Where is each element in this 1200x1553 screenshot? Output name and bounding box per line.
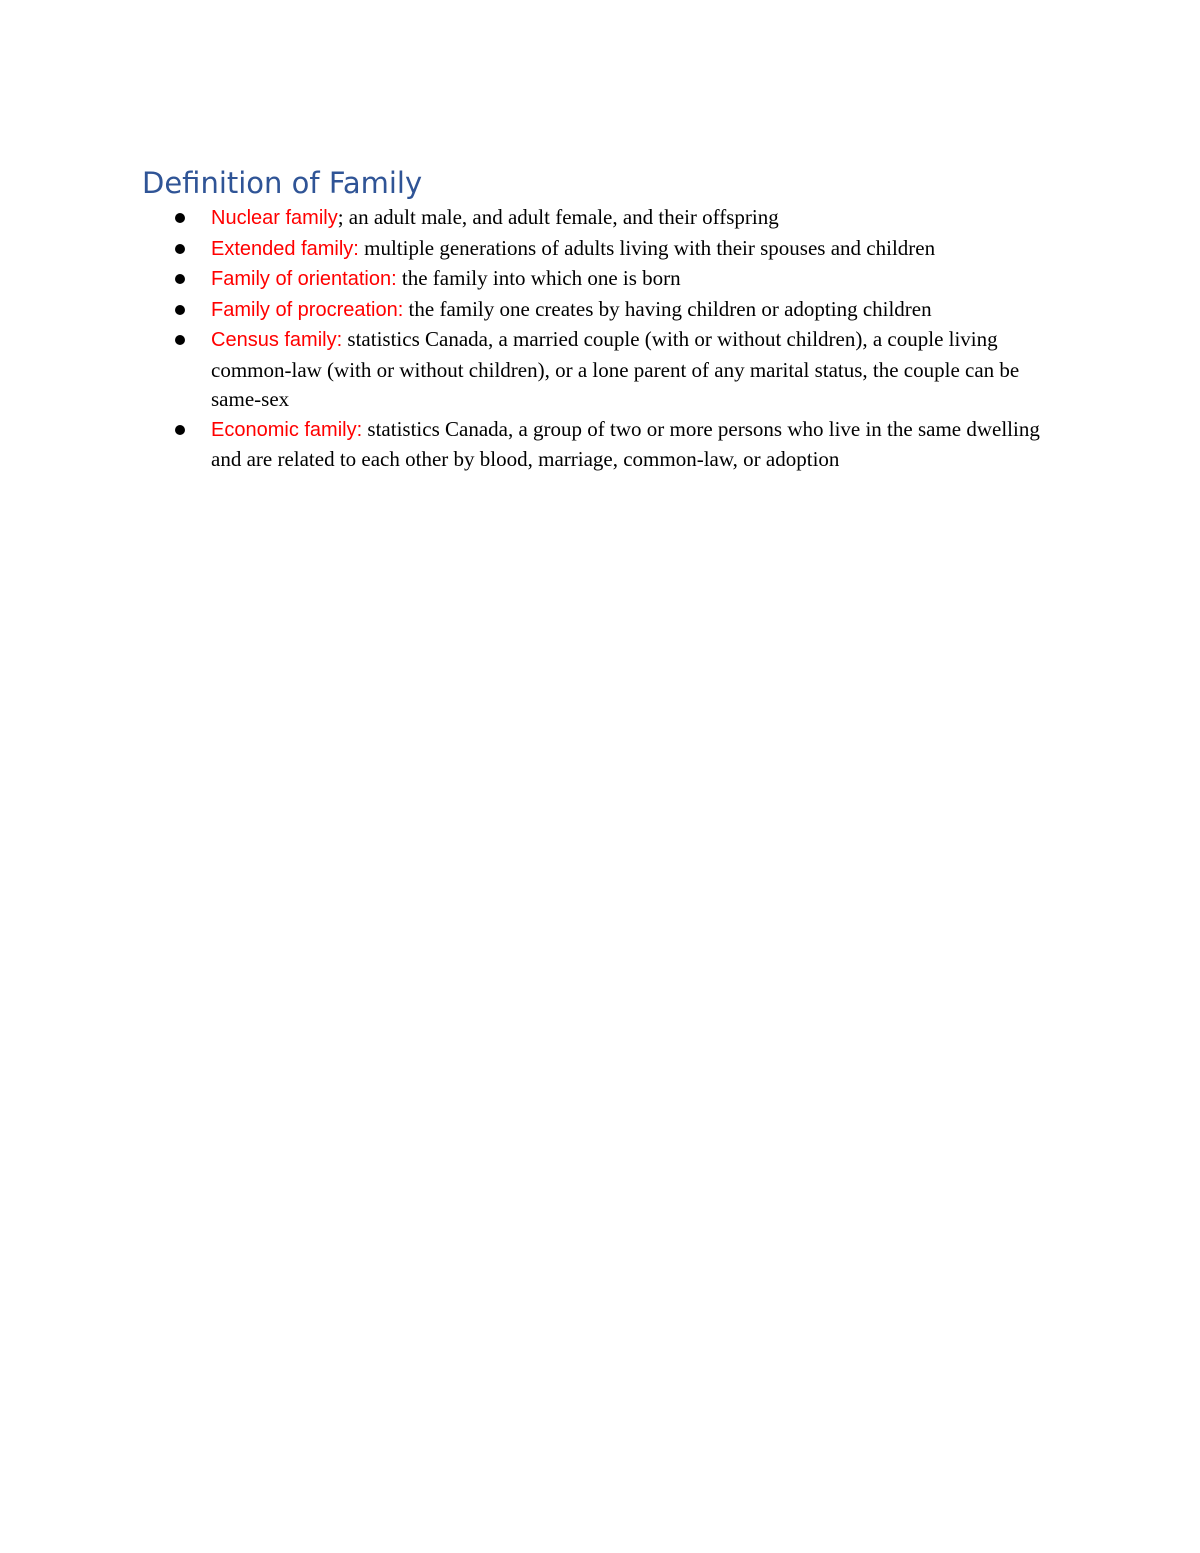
definition-text: statistics Canada, a group of two or more persons who live in the same dwelling and are related to each other by blood, marriage, common-law, or adoption [211,416,1040,471]
definition-list [211,203,1071,475]
term-label: Family of orientation: [211,268,397,290]
bullet-icon [175,274,185,284]
list-item [211,415,1071,475]
list-item [211,264,1071,295]
term-label: Census family: [211,329,343,351]
bullet-icon [175,244,185,254]
bullet-icon [175,213,185,223]
bullet-icon [175,305,185,315]
definition-text: the family into which one is born [396,266,681,290]
term-label: Family of procreation: [211,298,404,321]
definition-text: statistics Canada, a married couple (with or without children), a couple living common-law (with or without children), or a lone parent of any marital status, the couple can be same-sex [211,327,1020,411]
section-heading: Definition of Family [142,166,423,200]
list-item [211,234,1071,265]
term-label: Nuclear family [211,207,338,229]
list-item [211,325,1071,415]
bullet-icon [175,425,185,435]
definition-text: multiple generations of adults living with their spouses and children [358,235,936,260]
bullet-icon [175,335,185,345]
definition-text: ; an adult male, and adult female, and their offspring [337,205,779,229]
definition-text: the family one creates by having children or adopting children [403,296,932,321]
term-label: Extended family: [211,237,359,260]
list-item [211,203,1071,234]
list-item [211,295,1071,326]
term-label: Economic family: [211,418,363,441]
